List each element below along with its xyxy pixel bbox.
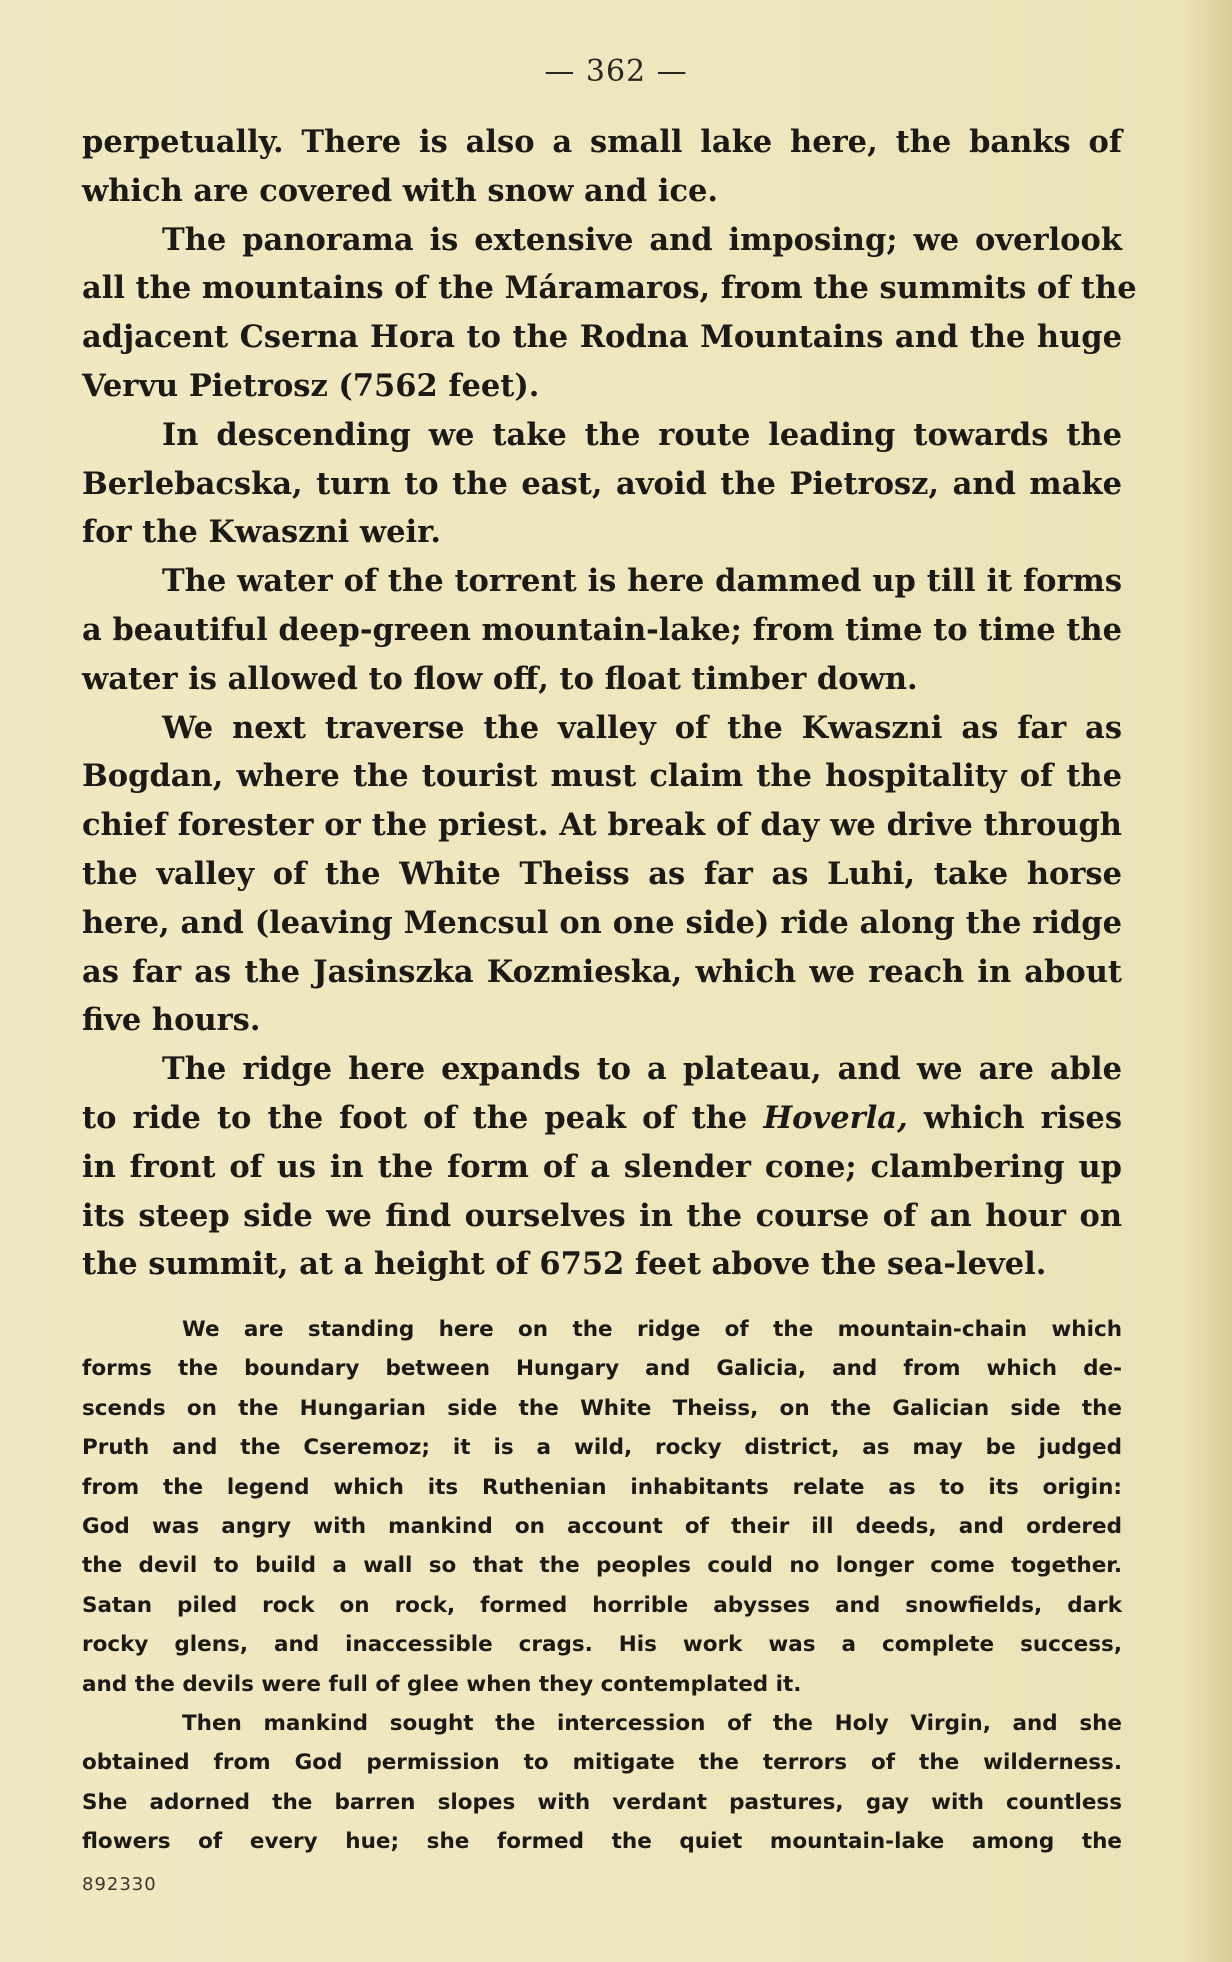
note-line: rocky glens, and inaccessible crags. His work was a complete success, — [82, 1632, 1122, 1658]
text-line: all the mountains of the Máramaros, from the summits of the — [82, 270, 1137, 307]
page-number: — 362 — — [544, 54, 688, 89]
text-line: which are covered with snow and ice. — [82, 172, 719, 209]
note-line: She adorned the barren slopes with verdant pastures, gay with countless — [82, 1789, 1122, 1815]
text-line: The water of the torrent is here dammed up till it forms — [162, 563, 1122, 600]
text-line: The ridge here expands to a plateau, and we are able — [162, 1051, 1122, 1088]
text-line: perpetually. There is also a small lake here, the banks of — [82, 124, 1122, 160]
note-line: the devil to build a wall so that the peoples could no longer come together. — [82, 1553, 1122, 1579]
text-segment: which rises — [923, 1099, 1122, 1136]
text-line: a beautiful deep-green mountain-lake; from time to time the — [82, 611, 1122, 648]
text-line: as far as the Jasinszka Kozmieska, which we reach in about — [82, 953, 1122, 990]
note-line: obtained from God permission to mitigate the terrors of the wilderness. — [82, 1750, 1122, 1776]
text-line: here, and (leaving Mencsul on one side) ride along the ridge — [82, 904, 1122, 941]
text-line: five hours. — [82, 1002, 261, 1039]
note-line: flowers of every hue; she formed the quiet mountain-lake among the — [82, 1829, 1122, 1855]
text-line: adjacent Cserna Hora to the Rodna Mountains and the huge — [82, 319, 1122, 356]
note-line: from the legend which its Ruthenian inhabitants relate as to its origin: — [82, 1474, 1122, 1500]
small-print-text — [82, 1310, 1122, 1861]
signature-mark: 892330 — [82, 1874, 157, 1895]
note-line: and the devils were full of glee when they contemplated it. — [82, 1671, 802, 1697]
text-line: The panorama is extensive and imposing; we overlook — [162, 221, 1122, 258]
note-line: forms the boundary between Hungary and Galicia, and from which de- — [82, 1356, 1122, 1382]
text-line: the valley of the White Theiss as far as Luhi, take horse — [82, 855, 1122, 892]
text-line: Berlebacska, turn to the east, avoid the Pietrosz, and make — [82, 465, 1122, 502]
note-line: Pruth and the Cseremoz; it is a wild, rocky district, as may be judged — [82, 1435, 1122, 1461]
text-line: for the Kwaszni weir. — [82, 514, 441, 551]
text-line: Bogdan, where the tourist must claim the hospitality of the — [82, 758, 1122, 795]
note-line: We are standing here on the ridge of the mountain-chain which — [182, 1317, 1122, 1342]
note-line: God was angry with mankind on account of their ill deeds, and ordered — [82, 1513, 1122, 1539]
text-line: the summit, at a height of 6752 feet above the sea-level. — [82, 1246, 1047, 1283]
text-line: In descending we take the route leading towards the — [162, 416, 1122, 453]
text-segment: to ride to the foot of the peak of the — [82, 1099, 748, 1136]
text-line: water is allowed to flow off, to float timber down. — [82, 660, 918, 697]
text-line-with-italic — [82, 1094, 1122, 1143]
text-line: in front of us in the form of a slender cone; clambering up — [82, 1148, 1122, 1185]
italic-place-name: Hoverla, — [763, 1099, 908, 1136]
text-line: its steep side we find ourselves in the course of an hour on — [82, 1197, 1122, 1234]
text-line: We next traverse the valley of the Kwaszni as far as — [162, 709, 1122, 746]
note-line: Satan piled rock on rock, formed horrible abysses and snowfields, dark — [82, 1592, 1122, 1618]
text-line: Vervu Pietrosz (7562 feet). — [82, 367, 540, 404]
main-text — [82, 118, 1137, 1289]
note-line: Then mankind sought the intercession of the Holy Virgin, and she — [182, 1710, 1122, 1736]
text-line: chief forester or the priest. At break of day we drive through — [82, 807, 1122, 844]
note-line: scends on the Hungarian side the White Theiss, on the Galician side the — [82, 1395, 1122, 1421]
